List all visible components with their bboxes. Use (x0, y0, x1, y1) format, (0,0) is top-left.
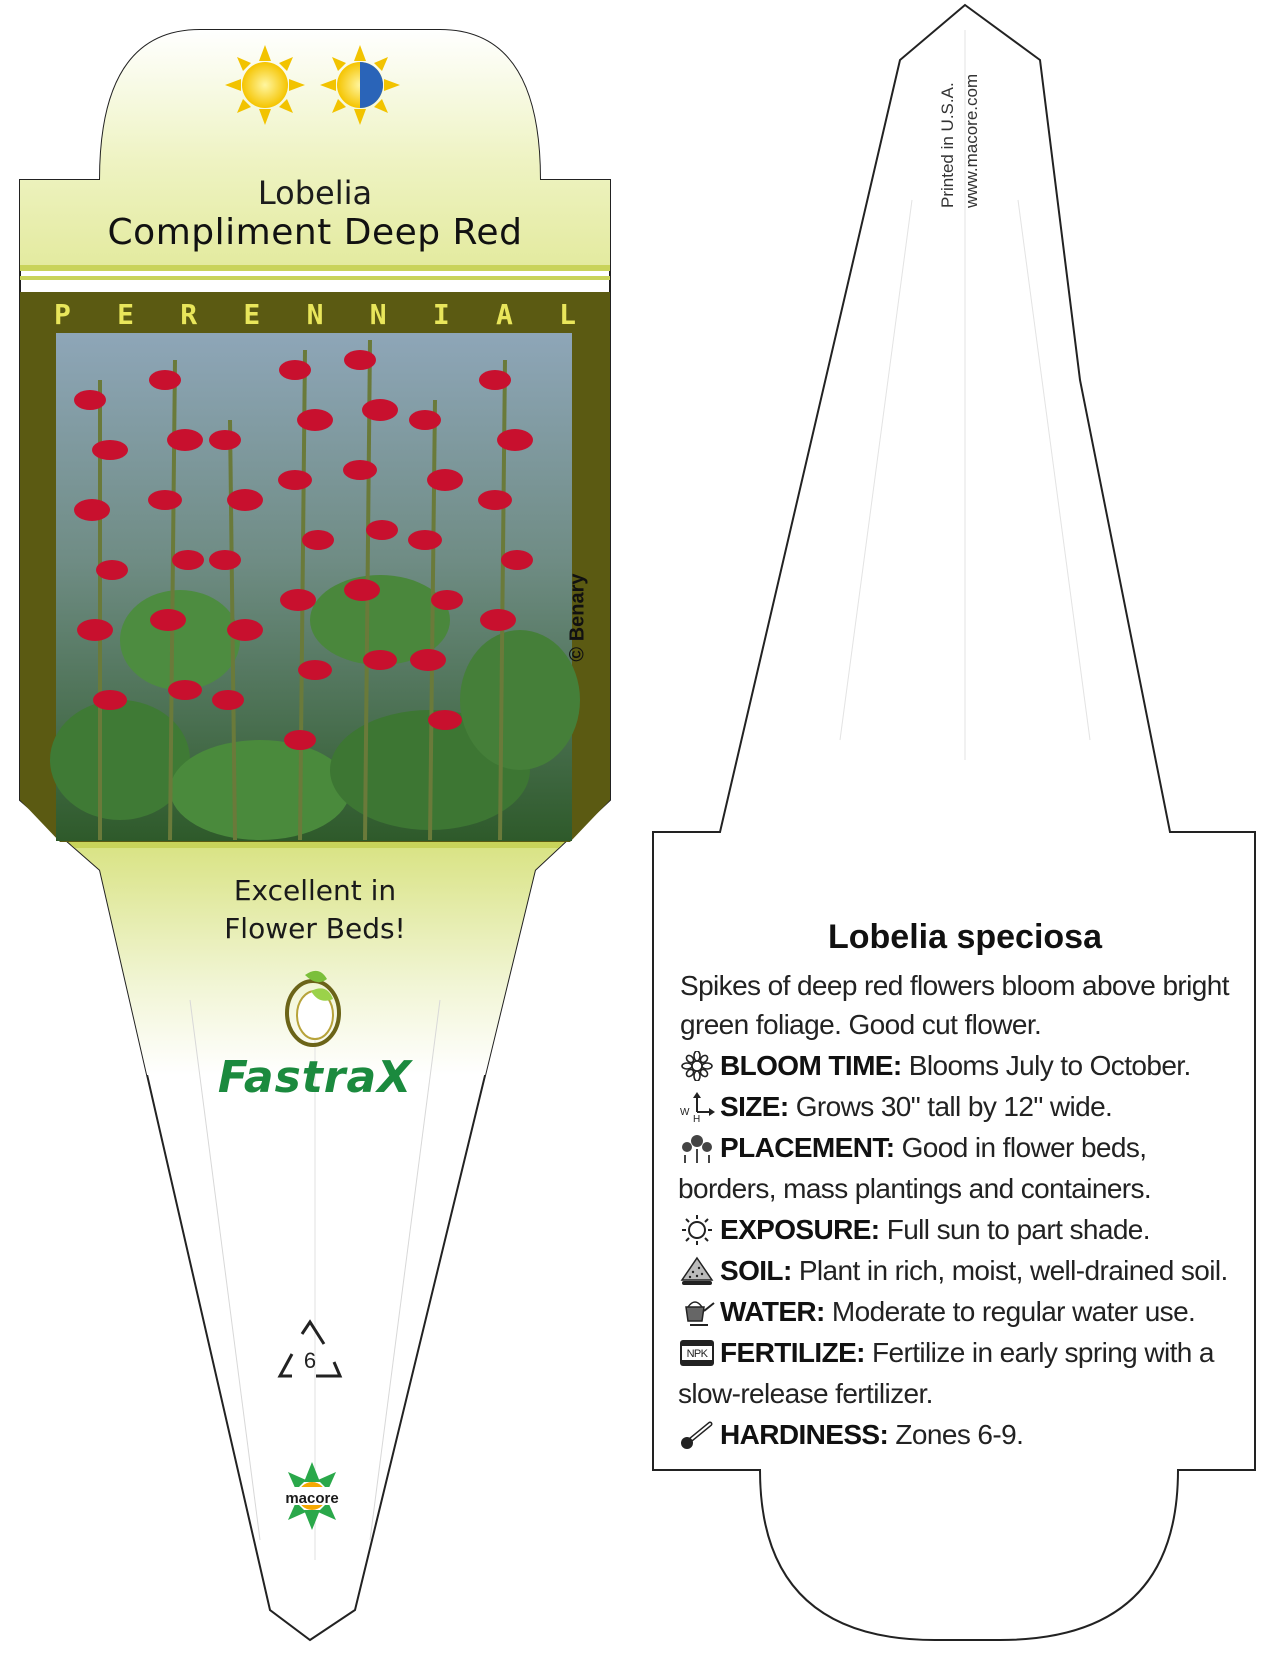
tagline (140, 872, 490, 948)
size-w-letter: W (680, 1107, 689, 1118)
category-label (54, 298, 576, 332)
care-text: Full sun to part shade. (879, 1214, 1150, 1245)
care-list (678, 1045, 1248, 1455)
care-row-placement (678, 1127, 1248, 1209)
care-label: SOIL: (720, 1255, 792, 1286)
soil-icon (678, 1256, 716, 1286)
care-row-exposure (678, 1209, 1248, 1250)
care-label: FERTILIZE: (720, 1337, 865, 1368)
category-letter: R (180, 298, 198, 331)
care-label: BLOOM TIME: (720, 1050, 902, 1081)
category-letter: L (559, 298, 576, 331)
care-text: Zones 6-9. (888, 1419, 1024, 1450)
category-letter: A (495, 298, 513, 331)
botanical-name: Lobelia speciosa (828, 918, 1102, 956)
care-text: Blooms July to October. (901, 1050, 1191, 1081)
placement-icon (678, 1133, 716, 1163)
tagline-line-1: Excellent in (233, 874, 397, 907)
maker-name: macore (285, 1490, 339, 1507)
care-row-hardiness (678, 1414, 1248, 1455)
category-letter: I (432, 298, 450, 331)
care-row-fertilize (678, 1332, 1248, 1414)
watering-can-icon (678, 1297, 716, 1327)
tagline-line-2: Flower Beds! (224, 912, 406, 945)
care-row-soil (678, 1250, 1248, 1291)
care-label: PLACEMENT: (720, 1132, 895, 1163)
care-row-water (678, 1291, 1248, 1332)
npk-icon (678, 1338, 716, 1368)
category-letter: E (117, 298, 134, 331)
full-sun-icon (225, 45, 305, 125)
care-row-size (678, 1086, 1248, 1127)
size-icon (678, 1092, 716, 1122)
website: www.macore.com (962, 73, 981, 208)
photo-credit: © Benary (566, 573, 589, 662)
plant-variety: Compliment Deep Red (107, 212, 523, 253)
care-row-bloom (678, 1045, 1248, 1086)
size-h-letter: H (693, 1114, 700, 1122)
care-label: HARDINESS: (720, 1419, 889, 1450)
npk-text: NPK (686, 1348, 708, 1360)
front-tag (0, 30, 640, 1640)
care-text: Moderate to regular water use. (824, 1296, 1196, 1327)
category-letter: P (54, 298, 71, 331)
plant-description: Spikes of deep red flowers bloom above bright green foliage. Good cut flower. (680, 970, 1229, 1040)
printed-in: Printed in U.S.A. (938, 82, 957, 208)
category-letter: N (369, 298, 387, 331)
plant-genus: Lobelia (257, 174, 373, 212)
care-text: Plant in rich, moist, well-drained soil. (791, 1255, 1228, 1286)
recycle-code: 6 (303, 1348, 317, 1373)
part-shade-icon (320, 45, 400, 125)
care-text: Grows 30" tall by 12" wide. (788, 1091, 1113, 1122)
brand-name: FastraX (217, 1052, 413, 1103)
category-letter: N (306, 298, 324, 331)
category-letter: E (243, 298, 261, 331)
thermometer-icon (678, 1420, 716, 1450)
flower-icon (678, 1051, 716, 1081)
sun-icon (678, 1215, 716, 1245)
care-label: WATER: (720, 1296, 825, 1327)
care-text: Fertilize in early spring with a slow-release fertilizer. (678, 1337, 1214, 1409)
care-label: SIZE: (720, 1091, 789, 1122)
care-text: Good in flower beds, borders, mass plantings and containers. (678, 1132, 1152, 1204)
care-label: EXPOSURE: (720, 1214, 880, 1245)
